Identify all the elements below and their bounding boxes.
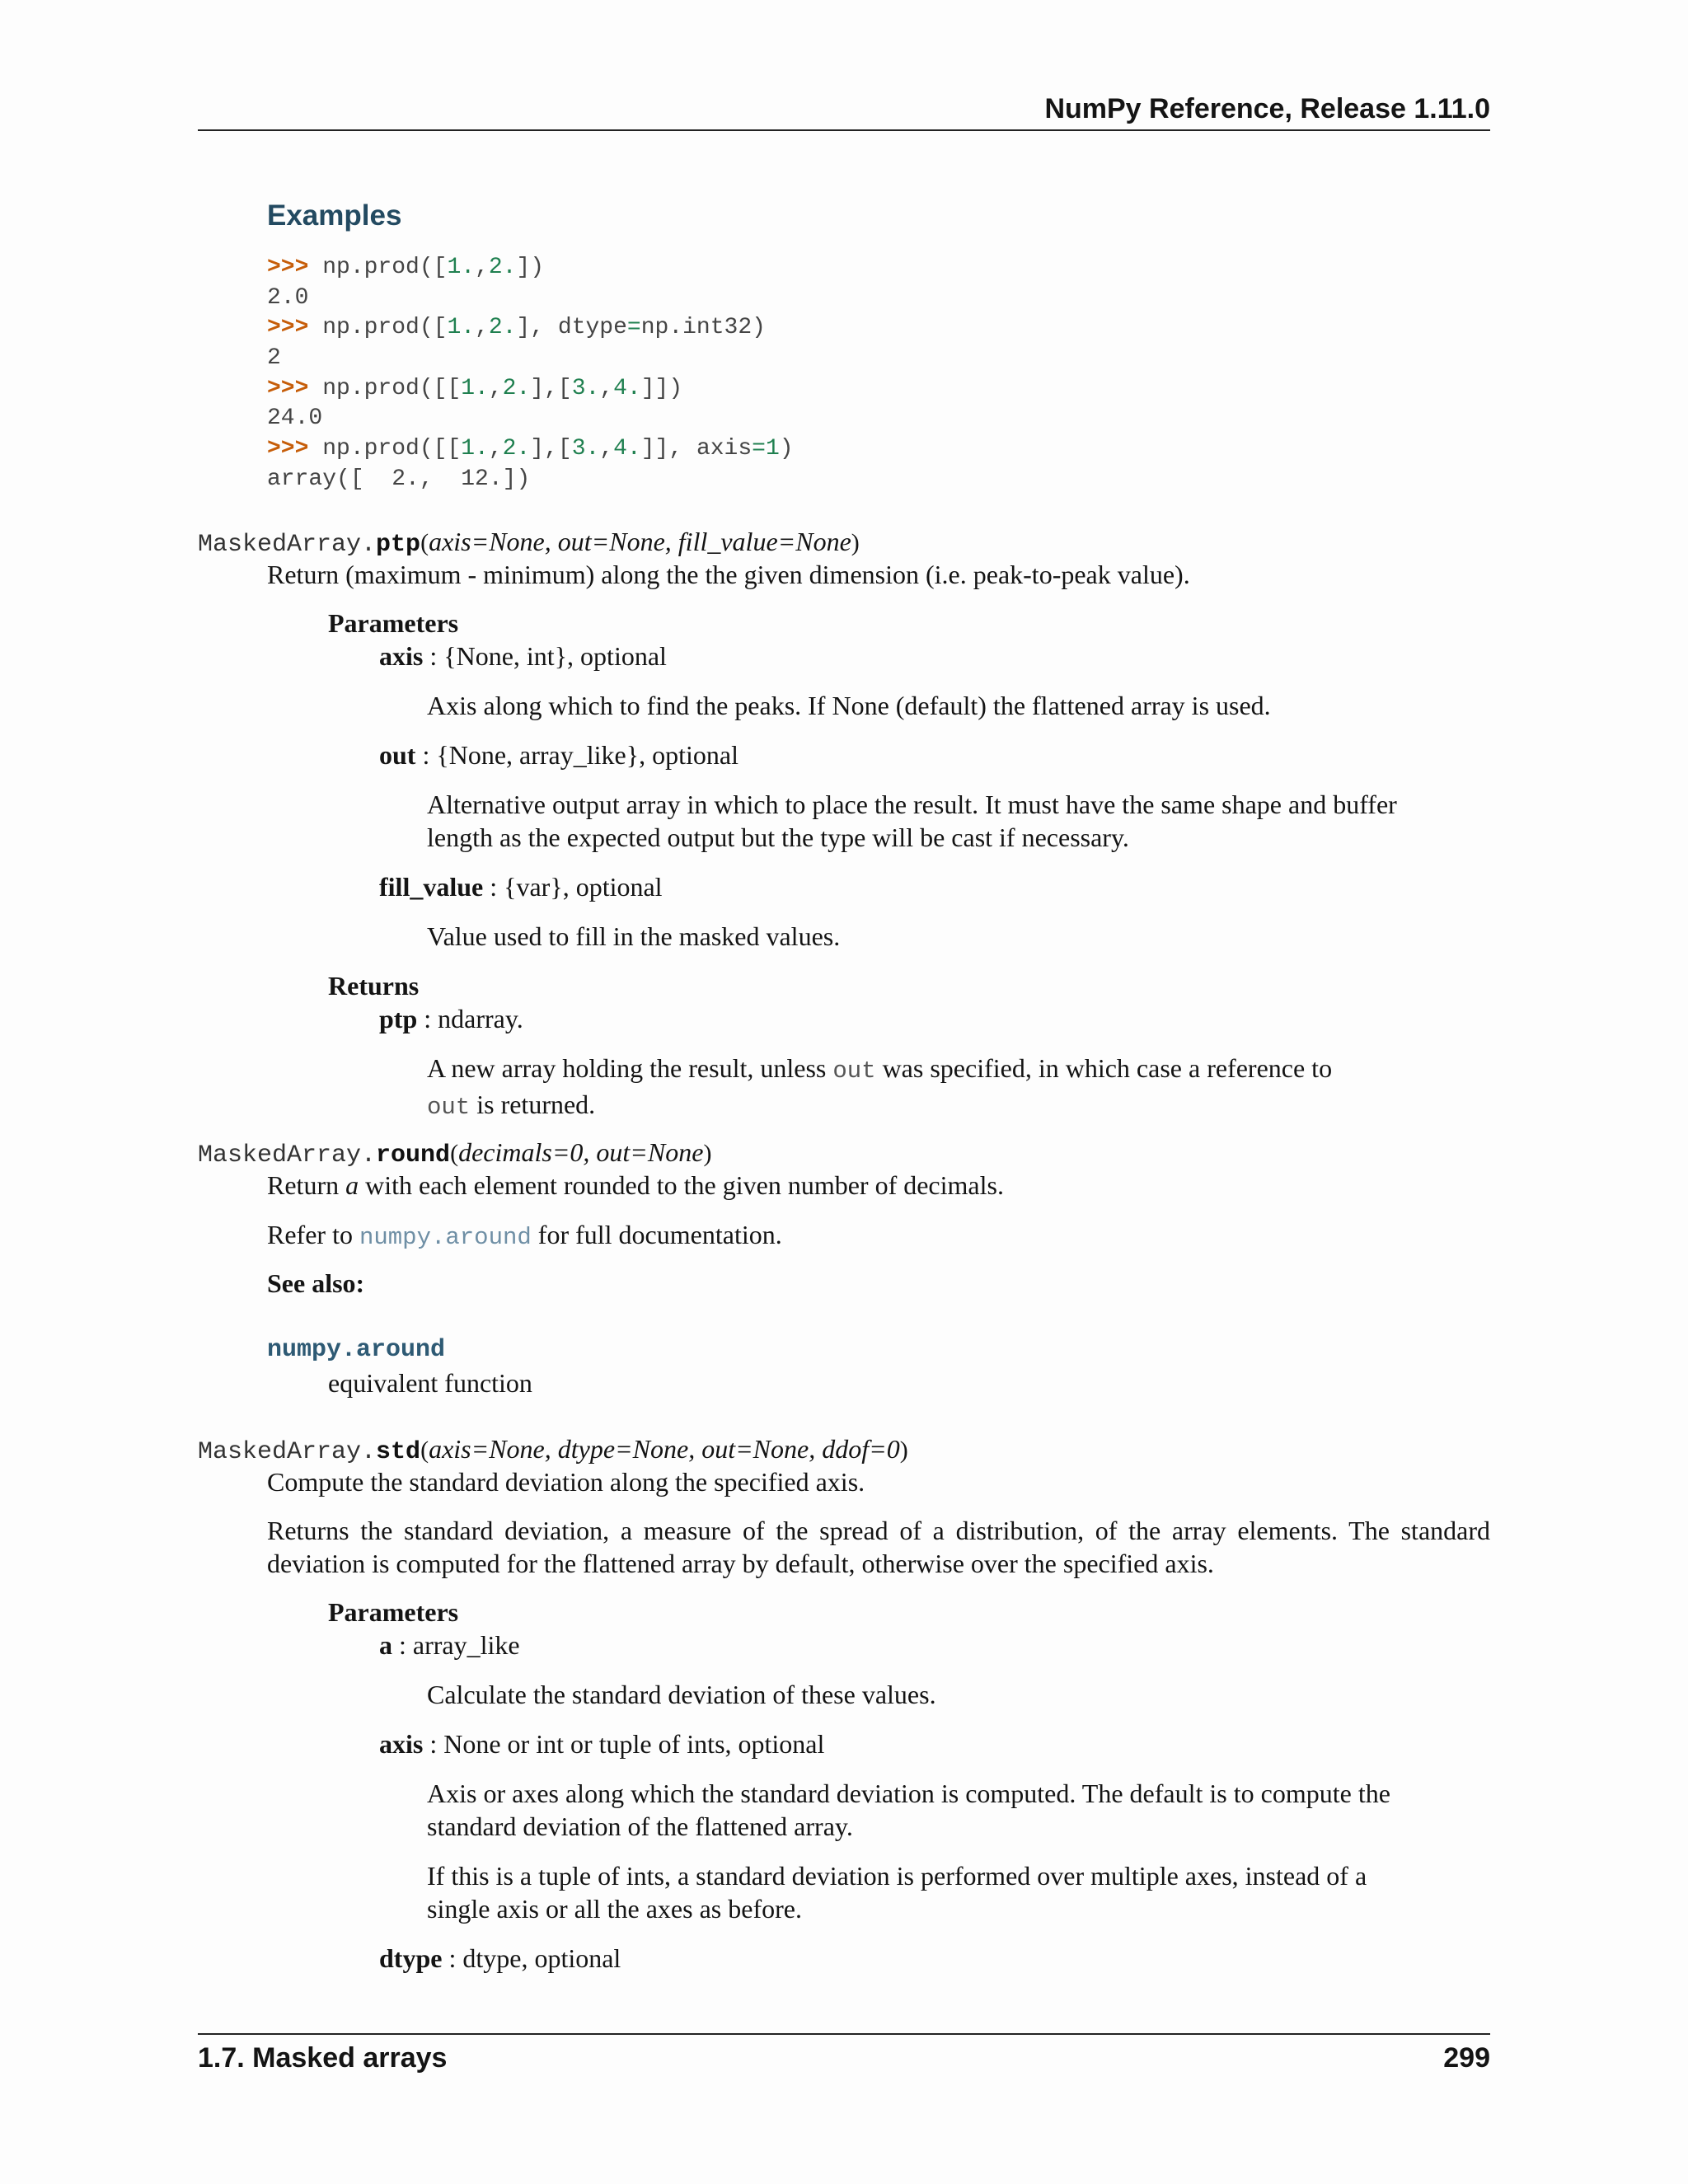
- ptp-return-desc: A new array holding the result, unless out was specified, in which case a reference to out is returned.: [427, 1053, 1333, 1121]
- ptp-param-axis: axis : {None, int}, optional: [379, 641, 667, 671]
- numpy-around-link[interactable]: numpy.around: [359, 1224, 532, 1251]
- ptp-arguments: axis=None, out=None, fill_value=None: [429, 527, 851, 556]
- ptp-param-out-desc: Alternative output array in which to place the result. It must have the same shape and buffer length as the expected output but the type will be cast if necessary.: [427, 790, 1397, 852]
- code-line: >>> np.prod([[1.,2.],[3.,4.]], axis=1): [267, 436, 794, 462]
- running-header-title: NumPy Reference, Release 1.11.0: [1044, 93, 1490, 124]
- ptp-param-fill-value-desc: Value used to fill in the masked values.: [427, 921, 841, 951]
- inline-code-out: out: [427, 1094, 471, 1121]
- std-param-dtype: dtype : dtype, optional: [379, 1943, 621, 1973]
- std-param-a-desc: Calculate the standard deviation of these values.: [427, 1680, 936, 1709]
- std-signature: MaskedArray.std(axis=None, dtype=None, out=None, ddof=0): [198, 1434, 908, 1466]
- ptp-param-fill-value: fill_value : {var}, optional: [379, 872, 663, 902]
- code-line: >>> np.prod([1.,2.]): [267, 255, 545, 280]
- ptp-parameters-label: Parameters: [328, 608, 459, 638]
- ptp-summary: Return (maximum - minimum) along the the given dimension (i.e. peak-to-peak value).: [267, 560, 1190, 589]
- footer-rule: [198, 2033, 1490, 2035]
- ptp-signature: MaskedArray.ptp(axis=None, out=None, fill_value=None): [198, 527, 860, 559]
- std-param-a: a : array_like: [379, 1630, 520, 1660]
- code-line: array([ 2., 12.]): [267, 466, 531, 492]
- examples-heading: Examples: [267, 199, 402, 232]
- std-param-axis: axis : None or int or tuple of ints, optional: [379, 1729, 825, 1759]
- ptp-returns-label: Returns: [328, 971, 420, 1001]
- code-line: 24.0: [267, 405, 323, 432]
- see-also-numpy-around-link[interactable]: numpy.around: [267, 1336, 446, 1364]
- see-also-label: See also:: [267, 1268, 365, 1298]
- see-also-desc: equivalent function: [328, 1368, 532, 1398]
- code-line: >>> np.prod([[1.,2.],[3.,4.]]): [267, 375, 683, 401]
- std-method-name: std: [376, 1438, 421, 1466]
- std-parameters-label: Parameters: [328, 1597, 459, 1627]
- round-class-name: MaskedArray.: [198, 1141, 377, 1169]
- examples-code-block: [267, 253, 794, 495]
- header-rule: [198, 129, 1490, 131]
- round-refer: Refer to numpy.around for full documentation.: [267, 1220, 782, 1251]
- round-arguments: decimals=0, out=None: [458, 1137, 704, 1167]
- std-param-axis-desc: Axis or axes along which the standard deviation is computed. The default is to compute the standard deviation of the flattened array.: [427, 1779, 1390, 1841]
- ptp-param-axis-desc: Axis along which to find the peaks. If None (default) the flattened array is used.: [427, 691, 1271, 720]
- ptp-return-ptp: ptp : ndarray.: [379, 1004, 523, 1033]
- ptp-param-out: out : {None, array_like}, optional: [379, 740, 738, 770]
- round-signature: MaskedArray.round(decimals=0, out=None): [198, 1137, 712, 1169]
- ptp-method-name: ptp: [376, 531, 421, 559]
- round-method-name: round: [376, 1141, 451, 1169]
- code-line: 2: [267, 345, 281, 372]
- inline-code-out: out: [832, 1057, 876, 1085]
- std-param-axis-desc-2: If this is a tuple of ints, a standard deviation is performed over multiple axes, instead of a single axis or all the axes as before.: [427, 1861, 1367, 1924]
- footer-page-number: 299: [1443, 2042, 1490, 2074]
- std-description: Returns the standard deviation, a measure of the spread of a distribution, of the array elements. The standard deviation is computed for the flattened array by default, otherwise over the specified axis.: [267, 1516, 1490, 1578]
- code-line: 2.0: [267, 284, 309, 311]
- std-summary: Compute the standard deviation along the specified axis.: [267, 1467, 865, 1497]
- ptp-class-name: MaskedArray.: [198, 531, 377, 559]
- round-summary: Return a with each element rounded to the given number of decimals.: [267, 1170, 1004, 1200]
- std-arguments: axis=None, dtype=None, out=None, ddof=0: [429, 1434, 900, 1464]
- footer-section-title: 1.7. Masked arrays: [198, 2042, 448, 2074]
- std-class-name: MaskedArray.: [198, 1438, 377, 1466]
- code-line: >>> np.prod([1.,2.], dtype=np.int32): [267, 315, 766, 341]
